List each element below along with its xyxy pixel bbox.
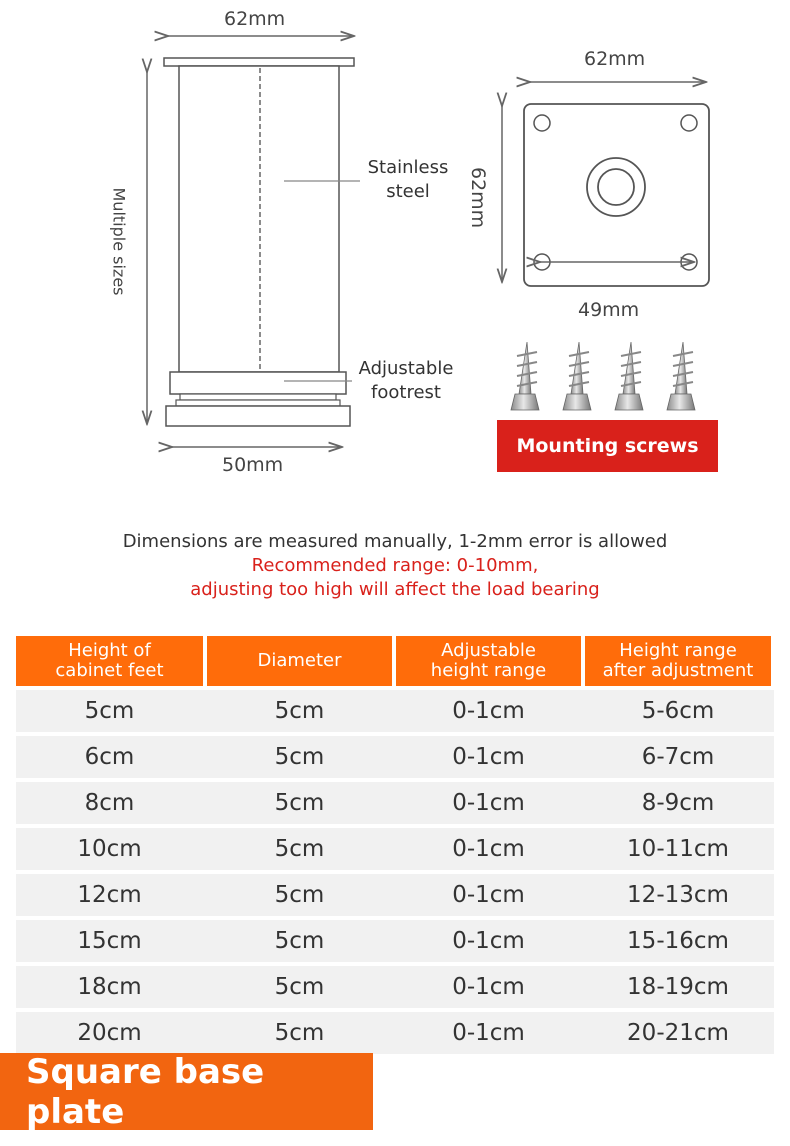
screw-icon <box>511 342 539 410</box>
cell-diameter: 5cm <box>274 928 325 954</box>
cell-height-after: 18-19cm <box>627 974 729 1000</box>
leg-foot-collar <box>170 372 346 394</box>
cell-height: 10cm <box>77 836 142 862</box>
plate-hole-top-left <box>534 115 550 131</box>
leg-bottom-width-label: 50mm <box>222 454 284 476</box>
header-height-after-adjustment: Height range after adjustment <box>585 636 771 686</box>
cell-height: 15cm <box>77 928 142 954</box>
table-row <box>16 966 774 1008</box>
leg-top-width-label: 62mm <box>224 8 286 30</box>
cell-diameter: 5cm <box>274 744 325 770</box>
cell-height-after: 6-7cm <box>641 744 715 770</box>
table-row <box>16 1012 774 1054</box>
leg-diagram <box>0 0 480 500</box>
cell-diameter: 5cm <box>274 1020 325 1046</box>
size-table <box>16 636 774 1058</box>
cell-diameter: 5cm <box>274 790 325 816</box>
screw-icon <box>615 342 643 410</box>
cell-height: 18cm <box>77 974 142 1000</box>
screws-illustration <box>505 338 715 416</box>
footrest-callout: Adjustable footrest <box>358 358 454 403</box>
cell-height-after: 12-13cm <box>627 882 729 908</box>
cell-adjustable-range: 0-1cm <box>452 836 525 862</box>
header-cabinet-feet-height: Height of cabinet feet <box>16 636 203 686</box>
plate-center-ring-inner <box>598 169 634 205</box>
cell-height-after: 5-6cm <box>641 698 715 724</box>
cell-diameter: 5cm <box>274 836 325 862</box>
table-row <box>16 828 774 870</box>
cell-adjustable-range: 0-1cm <box>452 744 525 770</box>
cell-adjustable-range: 0-1cm <box>452 882 525 908</box>
table-row <box>16 736 774 778</box>
table-row <box>16 782 774 824</box>
table-row <box>16 920 774 962</box>
cell-height-after: 10-11cm <box>627 836 729 862</box>
plate-hole-top-right <box>681 115 697 131</box>
cell-height-after: 20-21cm <box>627 1020 729 1046</box>
load-bearing-warning: adjusting too high will affect the load bearing <box>190 579 600 600</box>
cell-diameter: 5cm <box>274 974 325 1000</box>
screw-icon <box>667 342 695 410</box>
measurement-note: Dimensions are measured manually, 1-2mm error is allowed <box>122 531 668 552</box>
cell-height: 20cm <box>77 1020 142 1046</box>
leg-height-label: Multiple sizes <box>109 187 129 296</box>
header-adjustable-range: Adjustable height range <box>396 636 581 686</box>
plate-width-label: 62mm <box>584 48 646 70</box>
plate-diagram <box>470 50 730 310</box>
screw-icon <box>563 342 591 410</box>
leg-body <box>179 66 339 372</box>
cell-height: 12cm <box>77 882 142 908</box>
material-callout: Stainless steel <box>367 157 449 202</box>
cell-height-after: 8-9cm <box>641 790 715 816</box>
cell-adjustable-range: 0-1cm <box>452 1020 525 1046</box>
cell-adjustable-range: 0-1cm <box>452 928 525 954</box>
leg-foot-base <box>166 406 350 426</box>
mounting-screws-banner: Mounting screws <box>497 420 718 472</box>
cell-diameter: 5cm <box>274 882 325 908</box>
hole-spacing-label: 49mm <box>578 299 640 321</box>
plate-height-label: 62mm <box>467 167 489 229</box>
recommended-range-note: Recommended range: 0-10mm, <box>251 555 539 576</box>
cell-height: 6cm <box>84 744 135 770</box>
cell-height: 5cm <box>84 698 135 724</box>
cell-height: 8cm <box>84 790 135 816</box>
table-header-row <box>16 636 774 686</box>
cell-height-after: 15-16cm <box>627 928 729 954</box>
header-diameter: Diameter <box>207 636 392 686</box>
table-body <box>16 690 774 1054</box>
square-base-plate-banner: Square base plate <box>0 1053 373 1130</box>
cell-adjustable-range: 0-1cm <box>452 790 525 816</box>
cell-diameter: 5cm <box>274 698 325 724</box>
cell-adjustable-range: 0-1cm <box>452 698 525 724</box>
table-row <box>16 874 774 916</box>
cell-adjustable-range: 0-1cm <box>452 974 525 1000</box>
leg-top-plate <box>164 58 354 66</box>
table-row <box>16 690 774 732</box>
